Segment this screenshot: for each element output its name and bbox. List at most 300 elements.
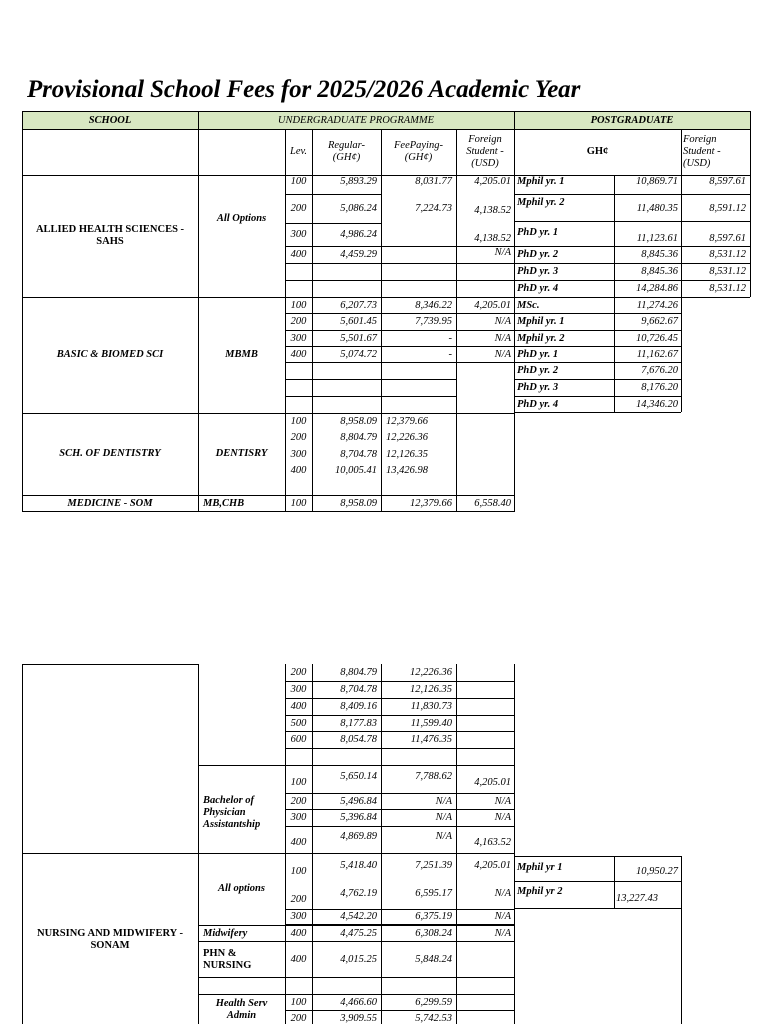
level: 100 <box>290 416 307 427</box>
regular-fee-cell <box>312 810 377 826</box>
pg-fee-ghc: 8,176.20 <box>641 382 678 393</box>
feepaying-fee-cell <box>381 766 452 787</box>
feepaying-fee: - <box>448 332 452 344</box>
feepaying-fee-cell <box>381 854 452 878</box>
pg-fee-ghc-cell <box>614 248 678 262</box>
foreign-fee-cell <box>456 772 511 793</box>
feepaying-fee: 12,379.66 <box>386 416 428 427</box>
feepaying-fee-cell <box>381 430 428 446</box>
pg-fee-ghc-cell <box>614 347 678 362</box>
feepaying-fee: 12,126.35 <box>386 449 428 460</box>
school-sonam: NURSING AND MIDWIFERY - SONAM <box>37 928 183 951</box>
pg-fee-ghc: 14,284.86 <box>636 282 678 294</box>
level-cell <box>285 772 312 793</box>
foreign-fee: N/A <box>494 316 511 327</box>
pg-programme-cell <box>517 176 614 188</box>
foreign-fee-cell <box>456 314 511 330</box>
level: 400 <box>290 927 307 939</box>
foreign-fee-cell <box>456 331 511 346</box>
level: 300 <box>290 332 307 344</box>
pg-programme: PhD yr. 3 <box>517 265 559 277</box>
level: 100 <box>290 497 307 509</box>
level: 300 <box>290 911 307 922</box>
level: 200 <box>290 316 307 327</box>
pg-fee-ghc: 10,726.45 <box>636 332 678 344</box>
pg-programme: Mphil yr. 1 <box>517 316 565 327</box>
level: 100 <box>290 866 307 877</box>
regular-fee: 5,074.72 <box>340 348 377 360</box>
header-feepaying-cell <box>381 130 456 174</box>
feepaying-fee-cell <box>381 314 452 330</box>
foreign-fee: N/A <box>494 348 511 360</box>
regular-fee: 4,986.24 <box>340 229 377 240</box>
grid-line <box>514 362 681 363</box>
feepaying-fee-cell <box>381 463 428 479</box>
pg-fee-ghc-cell <box>614 264 678 279</box>
regular-fee: 8,958.09 <box>340 416 377 427</box>
pg-programme: Mphil yr 1 <box>517 862 563 873</box>
header-foreign: Foreign Student - (USD) <box>466 134 504 169</box>
pg-fee-foreign-cell <box>681 176 746 188</box>
pg-programme-cell <box>517 380 614 396</box>
pg-fee-foreign: 8,531.12 <box>709 265 746 277</box>
programme-health-serv-admin: Health Serv Admin <box>215 997 268 1021</box>
regular-fee-cell <box>312 794 377 809</box>
page-title: Provisional School Fees for 2025/2026 Academic Year <box>27 76 581 103</box>
pg-programme: Mphil yr. 2 <box>517 197 565 208</box>
level-cell <box>285 716 312 731</box>
regular-fee: 8,177.83 <box>340 717 377 729</box>
foreign-fee-cell <box>456 232 511 246</box>
feepaying-fee-cell <box>381 810 452 826</box>
pg-programme: PhD yr. 1 <box>517 226 559 238</box>
pg-programme: PhD yr. 4 <box>517 282 559 294</box>
pg-programme: Mphil yr. 2 <box>517 332 565 344</box>
regular-fee-cell <box>312 942 377 977</box>
pg-programme-cell <box>517 347 614 362</box>
feepaying-fee: 6,299.59 <box>415 996 452 1008</box>
regular-fee: 3,909.55 <box>340 1012 377 1024</box>
pg-fee-ghc-cell <box>614 298 678 313</box>
regular-fee: 8,704.78 <box>340 449 377 460</box>
regular-fee-cell <box>312 225 377 245</box>
level-cell <box>285 926 312 941</box>
feepaying-fee-cell <box>381 176 452 188</box>
pg-fee-foreign: 8,531.12 <box>709 249 746 260</box>
level: 300 <box>290 229 307 240</box>
level: 600 <box>290 734 307 745</box>
pg-fee-foreign: 8,597.61 <box>709 232 746 244</box>
pg-programme: PhD yr. 3 <box>517 382 559 393</box>
header-undergraduate-cell <box>198 112 514 129</box>
foreign-fee-cell <box>456 347 511 362</box>
pg-programme-cell <box>517 196 614 210</box>
header-level: Lev. <box>289 146 307 157</box>
pg-fee-ghc-cell <box>614 202 678 216</box>
feepaying-fee-cell <box>381 665 452 681</box>
pg-programme-cell <box>517 264 614 279</box>
feepaying-fee: - <box>448 348 452 360</box>
grid-line <box>456 346 514 347</box>
feepaying-fee: 7,788.62 <box>415 770 452 782</box>
feepaying-fee-cell <box>381 910 452 924</box>
header-level-cell <box>285 130 312 174</box>
pg-fee-ghc-cell <box>614 176 678 188</box>
regular-fee-cell <box>312 331 377 346</box>
foreign-fee: N/A <box>494 332 511 344</box>
foreign-fee: 6,558.40 <box>474 497 511 509</box>
feepaying-fee: N/A <box>435 812 452 823</box>
feepaying-fee: 7,224.73 <box>415 203 452 214</box>
regular-fee: 4,459.29 <box>340 248 377 260</box>
grid-line <box>285 194 381 195</box>
foreign-fee-cell <box>456 204 511 218</box>
foreign-fee-cell <box>456 854 511 878</box>
grid-line <box>285 223 381 224</box>
grid-line <box>285 748 514 749</box>
school-sonam-cell <box>22 853 198 1027</box>
level-cell <box>285 699 312 715</box>
pg-fee-ghc-cell <box>614 231 678 246</box>
pg-fee-ghc: 11,123.61 <box>636 232 678 244</box>
pg-fee-ghc-cell <box>614 864 678 880</box>
feepaying-fee-cell <box>381 942 452 977</box>
level-cell <box>285 910 312 924</box>
regular-fee: 8,704.78 <box>340 684 377 695</box>
foreign-fee-cell <box>456 926 511 941</box>
pg-fee-ghc: 11,274.26 <box>636 299 678 311</box>
level: 300 <box>290 812 307 823</box>
foreign-fee: N/A <box>494 795 511 807</box>
grid-line <box>750 111 751 175</box>
level-cell <box>285 794 312 809</box>
feepaying-fee-cell <box>381 926 452 941</box>
feepaying-fee-cell <box>381 447 428 463</box>
feepaying-fee-cell <box>381 827 452 847</box>
regular-fee-cell <box>312 682 377 698</box>
grid-line <box>750 175 751 297</box>
level: 100 <box>290 176 307 187</box>
pg-programme-cell <box>517 298 614 313</box>
pg-fee-ghc: 9,662.67 <box>641 316 678 327</box>
programme-mbchb: MB,CHB <box>203 497 245 509</box>
foreign-fee-cell <box>456 833 511 853</box>
feepaying-fee-cell <box>381 794 452 809</box>
grid-line <box>285 715 514 716</box>
regular-fee: 5,496.84 <box>340 795 377 807</box>
grid-line <box>681 856 682 1024</box>
regular-fee: 4,762.19 <box>340 888 377 899</box>
pg-programme-cell <box>517 857 614 879</box>
pg-fee-ghc-cell <box>614 380 678 396</box>
regular-fee: 5,601.45 <box>340 316 377 327</box>
feepaying-fee: 6,375.19 <box>415 911 452 922</box>
regular-fee-cell <box>312 314 377 330</box>
feepaying-fee-cell <box>381 347 452 362</box>
foreign-fee: 4,205.01 <box>474 299 511 311</box>
pg-fee-ghc: 14,346.20 <box>636 398 678 410</box>
feepaying-fee-cell <box>381 716 452 731</box>
programme-phn-nursing-cell <box>203 942 285 977</box>
grid-line <box>456 313 514 314</box>
grid-line <box>285 731 514 732</box>
header-regular-cell <box>312 130 381 174</box>
programme-midwifery: Midwifery <box>203 927 248 939</box>
level-cell <box>285 347 312 362</box>
grid-line <box>285 263 514 264</box>
grid-line <box>456 362 514 363</box>
regular-fee: 4,542.20 <box>340 911 377 922</box>
regular-fee: 4,869.89 <box>340 831 377 842</box>
regular-fee-cell <box>312 926 377 941</box>
grid-line <box>456 330 514 331</box>
regular-fee-cell <box>312 496 377 511</box>
header-pg-ghc-cell <box>514 130 681 174</box>
grid-line <box>514 908 681 909</box>
level-cell <box>285 942 312 977</box>
pg-fee-ghc: 7,676.20 <box>641 365 678 376</box>
grid-line <box>514 412 681 413</box>
pg-fee-foreign-cell <box>681 231 746 246</box>
grid-line <box>285 909 514 910</box>
school-sahs: ALLIED HEALTH SCIENCES - SAHS <box>35 224 185 247</box>
foreign-fee-cell <box>456 810 511 826</box>
pg-fee-ghc: 8,845.36 <box>641 265 678 277</box>
pg-fee-foreign-cell <box>681 248 746 262</box>
foreign-fee: N/A <box>494 812 511 823</box>
pg-programme: PhD yr. 4 <box>517 398 559 410</box>
school-medicine: MEDICINE - SOM <box>67 497 153 509</box>
foreign-fee-cell <box>456 298 511 313</box>
grid-line <box>514 194 750 195</box>
regular-fee-cell <box>312 665 377 681</box>
header-pg-foreign-cell <box>683 130 750 174</box>
pg-fee-ghc-cell <box>614 314 678 330</box>
feepaying-fee: 11,599.40 <box>410 717 452 729</box>
grid-line <box>514 330 681 331</box>
level-cell <box>285 298 312 313</box>
programme-dentistry-cell <box>198 413 285 495</box>
regular-fee: 8,958.09 <box>340 497 377 509</box>
feepaying-fee: 7,251.39 <box>415 860 452 871</box>
level: 200 <box>290 667 307 678</box>
regular-fee-cell <box>312 699 377 715</box>
pg-fee-foreign: 8,597.61 <box>709 176 746 187</box>
regular-fee-cell <box>312 347 377 362</box>
pg-programme-cell <box>517 397 614 412</box>
level-cell <box>285 414 312 430</box>
grid-line <box>198 664 199 1024</box>
pg-programme-cell <box>517 248 614 262</box>
school-dentistry-cell <box>22 413 198 495</box>
level-cell <box>285 682 312 698</box>
feepaying-fee-cell <box>381 995 452 1010</box>
foreign-fee: N/A <box>494 927 511 939</box>
school-bbs: BASIC & BIOMED SCI <box>56 349 164 360</box>
level-cell <box>285 463 312 479</box>
programme-mbmb: MBMB <box>225 349 258 360</box>
level: 100 <box>290 299 307 311</box>
regular-fee: 5,086.24 <box>340 203 377 214</box>
feepaying-fee-cell <box>381 885 452 903</box>
header-regular: Regular- (GH¢) <box>327 140 366 163</box>
grid-line <box>514 379 681 380</box>
pg-fee-ghc-cell <box>616 892 678 906</box>
regular-fee: 5,396.84 <box>340 812 377 823</box>
level-cell <box>285 447 312 463</box>
level-cell <box>285 732 312 748</box>
pg-fee-foreign: 8,591.12 <box>709 203 746 214</box>
feepaying-fee: 8,031.77 <box>415 176 452 187</box>
level: 300 <box>290 684 307 695</box>
regular-fee-cell <box>312 827 377 847</box>
pg-fee-foreign-cell <box>681 281 746 296</box>
programme-bpa: Bachelor of Physician Assistantship <box>203 795 261 830</box>
level: 400 <box>290 248 307 260</box>
level: 100 <box>290 996 307 1008</box>
foreign-fee: 4,163.52 <box>474 837 511 848</box>
regular-fee-cell <box>312 176 377 188</box>
pg-fee-ghc: 10,950.27 <box>636 866 678 877</box>
grid-line <box>285 826 514 827</box>
grid-line <box>514 221 750 222</box>
regular-fee: 6,207.73 <box>340 299 377 311</box>
header-school-cell <box>22 112 198 129</box>
pg-programme: MSc. <box>517 299 540 311</box>
header-foreign-cell <box>456 130 514 174</box>
foreign-fee: 4,205.01 <box>474 776 511 788</box>
pg-programme: PhD yr. 2 <box>517 365 559 376</box>
feepaying-fee: 8,346.22 <box>415 299 452 311</box>
programme-bpa-cell <box>203 775 285 851</box>
grid-line <box>22 664 198 665</box>
foreign-fee-cell <box>456 247 511 259</box>
grid-line <box>285 313 456 314</box>
feepaying-fee: N/A <box>435 831 452 842</box>
level-cell <box>285 496 312 511</box>
regular-fee-cell <box>312 298 377 313</box>
pg-programme: PhD yr. 1 <box>517 348 559 360</box>
pg-fee-ghc: 8,845.36 <box>641 249 678 260</box>
regular-fee-cell <box>312 885 377 903</box>
school-bbs-cell <box>22 297 198 413</box>
regular-fee-cell <box>312 463 377 479</box>
foreign-fee-cell <box>456 885 511 903</box>
header-postgraduate-cell <box>514 112 750 129</box>
foreign-fee-cell <box>456 794 511 809</box>
foreign-fee: N/A <box>494 888 511 899</box>
school-sahs-cell <box>22 175 198 297</box>
foreign-fee: N/A <box>494 911 511 922</box>
level: 200 <box>290 795 307 807</box>
grid-line <box>514 246 750 247</box>
level: 400 <box>290 348 307 360</box>
grid-line <box>285 280 514 281</box>
programme-phn-nursing: PHN & NURSING <box>203 947 252 971</box>
level: 100 <box>290 776 307 788</box>
feepaying-fee: 12,226.36 <box>410 667 452 678</box>
grid-line <box>285 246 514 247</box>
level: 200 <box>290 1012 307 1024</box>
level-cell <box>285 314 312 330</box>
feepaying-fee: 11,830.73 <box>410 701 452 712</box>
header-feepaying: FeePaying- (GH¢) <box>394 140 443 163</box>
programme-health-serv-admin-cell <box>198 995 285 1024</box>
pg-fee-ghc-cell <box>614 363 678 379</box>
level-cell <box>285 891 312 909</box>
level-cell <box>285 196 312 222</box>
feepaying-fee-cell <box>381 331 452 346</box>
foreign-fee-cell <box>456 176 511 188</box>
pg-programme-cell <box>517 281 614 296</box>
grid-line <box>285 698 514 699</box>
pg-fee-ghc-cell <box>614 397 678 412</box>
foreign-fee: 4,205.01 <box>474 860 511 871</box>
programme-mbchb-cell <box>203 496 285 511</box>
grid-line <box>285 681 514 682</box>
regular-fee: 8,409.16 <box>340 701 377 712</box>
grid-line <box>22 511 514 512</box>
regular-fee: 5,418.40 <box>340 860 377 871</box>
regular-fee: 5,650.14 <box>340 770 377 782</box>
programme-all-options-cell <box>198 175 285 263</box>
level: 400 <box>290 953 307 965</box>
grid-line <box>681 297 682 412</box>
pg-fee-ghc: 11,162.67 <box>636 348 678 360</box>
regular-fee: 5,501.67 <box>340 332 377 344</box>
pg-programme: PhD yr. 2 <box>517 249 559 260</box>
header-pg-ghc: GH¢ <box>586 146 609 157</box>
regular-fee: 8,054.78 <box>340 734 377 745</box>
regular-fee: 10,005.41 <box>335 465 377 476</box>
foreign-fee-cell <box>456 910 511 924</box>
pg-programme: Mphil yr 2 <box>517 886 563 897</box>
grid-line <box>22 129 750 130</box>
feepaying-fee-cell <box>381 298 452 313</box>
grid-line <box>22 111 750 112</box>
level-cell <box>285 430 312 446</box>
level: 400 <box>290 837 307 848</box>
programme-all-options: All Options <box>216 213 267 224</box>
feepaying-fee: 5,848.24 <box>415 953 452 965</box>
regular-fee-cell <box>312 414 377 430</box>
feepaying-fee-cell <box>381 682 452 698</box>
grid-line <box>681 129 682 175</box>
feepaying-fee-cell <box>381 732 452 748</box>
header-school: SCHOOL <box>88 114 132 126</box>
school-dentistry: SCH. OF DENTISTRY <box>59 448 161 459</box>
feepaying-fee: 6,308.24 <box>415 927 452 939</box>
grid-line <box>514 346 681 347</box>
regular-fee-cell <box>312 995 377 1010</box>
programme-midwifery-cell <box>203 926 285 941</box>
foreign-fee: N/A <box>494 247 511 258</box>
feepaying-fee: 5,742.53 <box>415 1012 452 1024</box>
pg-fee-ghc: 10,869.71 <box>636 176 678 187</box>
programme-mbmb-cell <box>198 297 285 413</box>
foreign-fee: 4,138.52 <box>474 205 511 216</box>
pg-fee-ghc-cell <box>614 281 678 296</box>
programme-all-options-cell <box>198 853 285 925</box>
regular-fee-cell <box>312 766 377 787</box>
regular-fee: 4,475.25 <box>340 927 377 939</box>
grid-line <box>285 809 514 810</box>
grid-line <box>198 977 514 978</box>
regular-fee-cell <box>312 430 377 446</box>
feepaying-fee: 12,226.36 <box>386 432 428 443</box>
level: 500 <box>290 717 307 729</box>
regular-fee-cell <box>312 447 377 463</box>
